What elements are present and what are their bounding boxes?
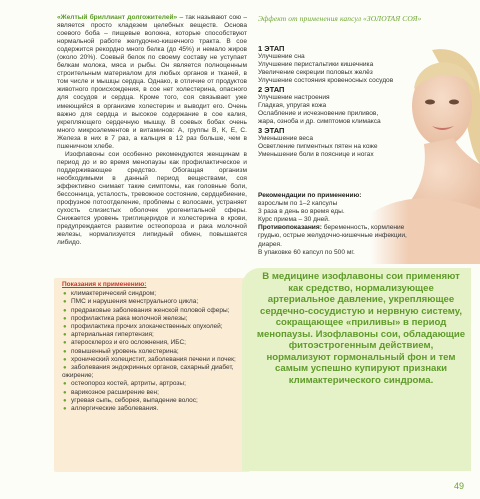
intro-highlight: «Желтый бриллиант долгожителей» xyxy=(57,14,178,21)
stage-2-title: 2 ЭТАП xyxy=(258,85,285,95)
isoflavones-paragraph: Изофлавоны сои особенно рекомендуются женщинам в период до и во время менопаузы как профилактическое и поддерживающее средство. Обогащая организм необходимыми в данный период веществами, соя эффективно снимает такие симптомы, как головные боли, бессонница, усталость, тревожное состояние, сердцебиение, профузное потоотделение, проблемы с волосами, устраняет сухость слизистых оболочек урогенитальной сферы. Снижается уровень триглицеридов и холестерина в крови, предупреждается развитие остеопороза и рака молочной железы, нормализуется липидный обмен, повышается либидо. xyxy=(57,150,247,247)
indication-item: ● повышенный уровень холестерина; xyxy=(62,348,248,356)
indication-item: ● профилактика прочих злокачественных опухолей; xyxy=(62,323,248,331)
stage-item: Уменьшение боли в пояснице и ногах xyxy=(258,151,374,159)
stage-item: жара, озноба и др. симптомов климакса xyxy=(258,118,381,126)
stage-item: Улучшение сна xyxy=(258,53,305,60)
indication-item: ● климактерический синдром; xyxy=(62,290,248,298)
stages xyxy=(258,44,428,160)
indication-item: ● атеросклероз и его осложнения, ИБС; xyxy=(62,339,248,347)
indication-item: ● угревая сыпь, себорея, выпадение волос; xyxy=(62,397,248,405)
left-column xyxy=(57,14,247,247)
indication-item: ● заболевания эндокринных органов, сахарный диабет, xyxy=(62,364,248,372)
indication-item: ● остеопороз костей, артриты, артрозы; xyxy=(62,380,248,388)
effect-title: Эффект от применения капсул «ЗОЛОТАЯ СОЯ» xyxy=(258,14,422,23)
indications-title: Показания к применению: xyxy=(62,281,147,288)
indications xyxy=(62,281,248,413)
stage-1-title: 1 ЭТАП xyxy=(258,44,285,53)
indication-item: ● артериальная гипертензия; xyxy=(62,331,248,339)
stage-3-title: 3 ЭТАП xyxy=(258,126,285,136)
indication-item: ● ПМС и нарушения менструального цикла; xyxy=(62,298,248,306)
stage-item: Гладкая, упругая кожа xyxy=(258,102,327,110)
contraindications xyxy=(258,224,408,248)
green-callout-text: В медицине изофлавоны сои применяют как средство, нормализующее артериальное давление, укрепляющее сердечно-сосудистую и нервную систему, сокращающее «приливы» в период менопаузы. Изофлавоны сои, обладающие фитоэстрогенным действием, нормализуют гормональный фон и тем самым успешно купируют признаки климактерического синдрома. xyxy=(256,271,466,386)
recommendation-line: Курс приема – 30 дней. xyxy=(258,216,330,224)
stage-item: Увеличение секреции половых желёз xyxy=(258,69,373,77)
indication-item: ● варикозное расширение вен; xyxy=(62,389,248,397)
intro-paragraph xyxy=(57,14,247,151)
contraindications-text: беременность, кормление грудью, острые желудочно-кишечные инфекции, диарея. xyxy=(258,224,407,248)
stage-item: Улучшение перистальтики кишечника xyxy=(258,61,374,69)
page-number: 49 xyxy=(454,481,465,491)
recommendations xyxy=(258,192,408,257)
stage-item: Осветление пигментных пятен на коже xyxy=(258,143,378,151)
indication-item: ● хронический холецистит, заболевания печени и почек; xyxy=(62,356,248,364)
indication-continuation: ожирение; xyxy=(62,372,94,380)
intro-text: – так называют сою – является просто кладезем целебных веществ. Основа соевого боба – пищевые волокна, которые способствуют нормальной работе желудочно-кишечного тракта. В сое содержится рекордно много белка (до 45%) и немало жиров (около 20%). Соевый белок по своему составу не уступает белкам молока, мяса и рыбы. Он является полноценным строительным материалом для любых органов и тканей, в том числе и мышцы сердца. Однако, в отличие от продуктов животного происхождения, в сое нет холестерина, опасного для сосудов и сердца. Кроме того, соя связывает уже имеющийся в организме холестерин и выводит его. Очень важно для сердца и высокое содержание в сое калия, укрепляющего сердечную мышцу. В соевых бобах очень много микроэлементов и витаминов: А, группы В, К, Е, С. Железа в них в 7 раз, а кальция в 12 раз больше, чем в пшеничном хлебе. xyxy=(57,14,248,150)
recommendation-line: взрослым по 1–2 капсулы xyxy=(258,200,338,208)
stage-item: Уменьшение веса xyxy=(258,135,314,143)
recommendations-title: Рекомендации по применению: xyxy=(258,192,362,199)
stage-item: Ослабление и исчезновение приливов, xyxy=(258,110,379,118)
indication-item: ● предраковые заболевания женской половой сферы; xyxy=(62,307,248,315)
indication-item: ● аллергические заболевания. xyxy=(62,405,248,413)
package-info: В упаковке 60 капсул по 500 мг. xyxy=(258,248,355,256)
indication-item: ● профилактика рака молочной железы; xyxy=(62,315,248,323)
contraindications-title: Противопоказания: xyxy=(258,224,322,232)
indications-list xyxy=(62,290,248,413)
stage-item: Улучшение настроения xyxy=(258,94,330,102)
stage-item: Улучшение состояния кровеносных сосудов xyxy=(258,77,394,85)
recommendation-line: 3 раза в день во время еды. xyxy=(258,208,345,216)
